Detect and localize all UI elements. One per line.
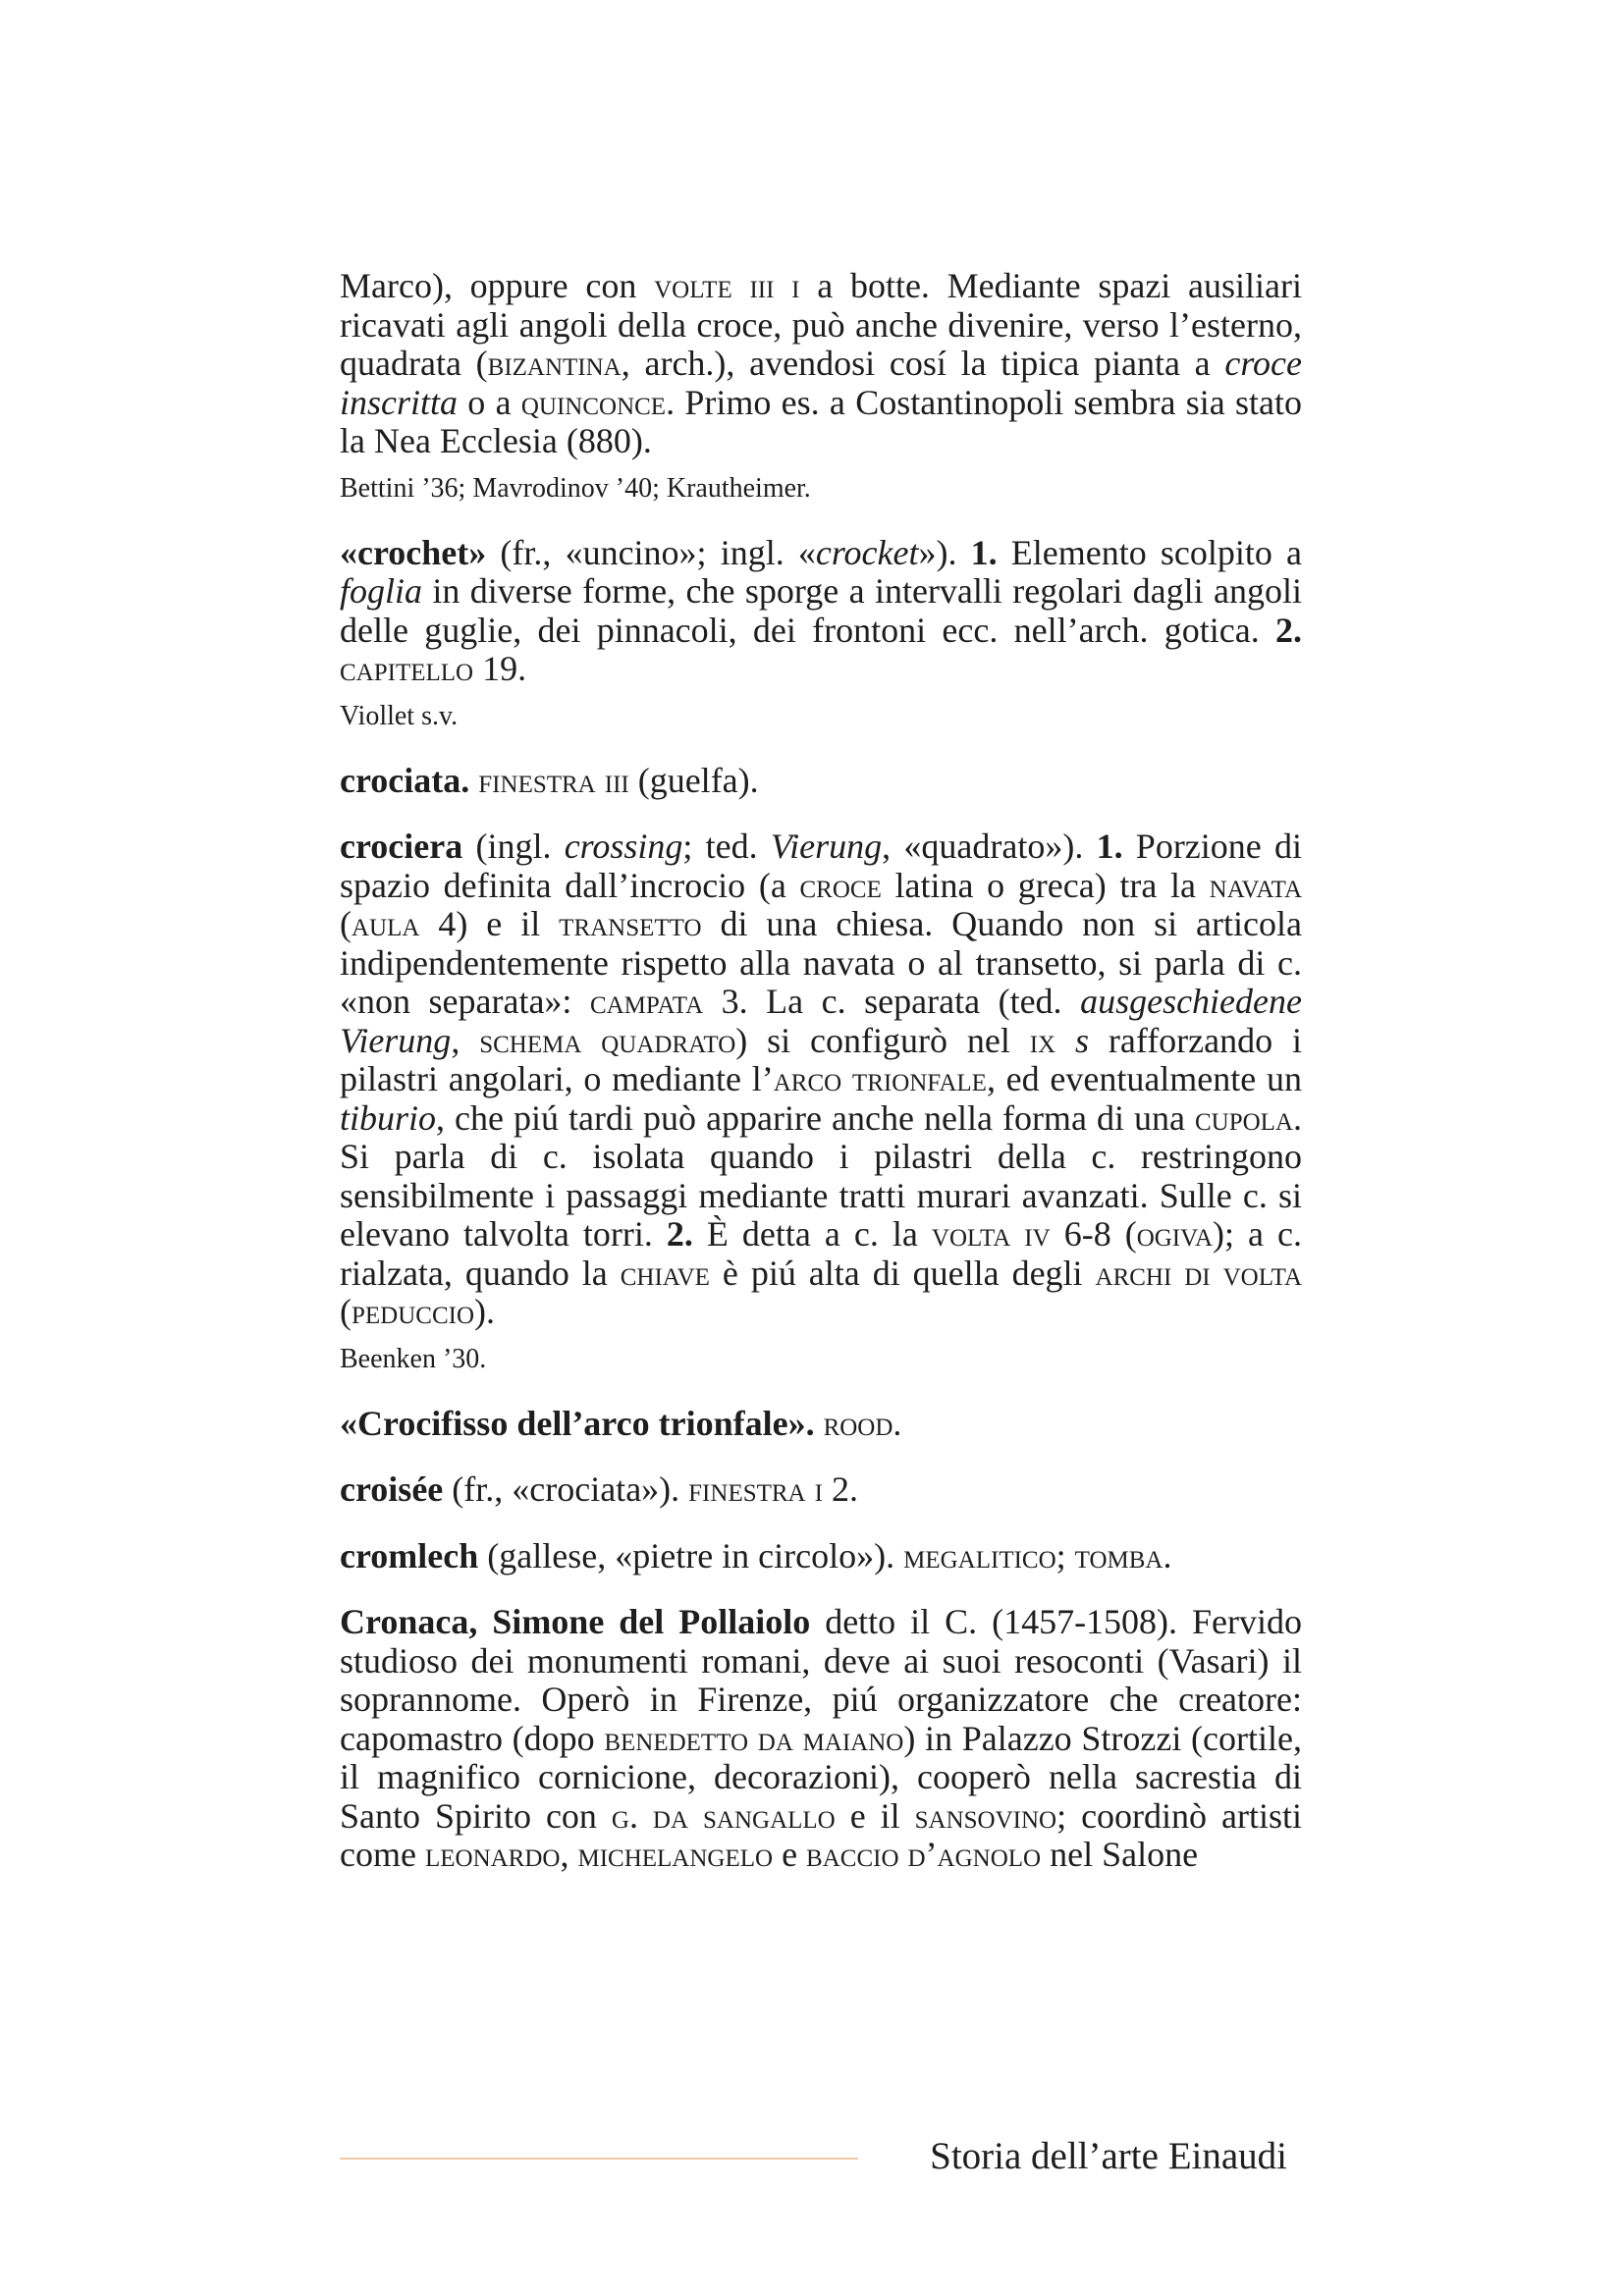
entry-cromlech: cromlech (gallese, «pietre in circolo»). megalitico; tomba. [340, 1535, 1172, 1575]
entry-croisee: croisée (fr., «crociata»). finestra i 2. [340, 1469, 858, 1509]
bibliography: Viollet s.v. [340, 700, 459, 731]
cross-reference: finestra i 2 [688, 1469, 849, 1509]
cross-reference: michelangelo [577, 1835, 774, 1874]
cross-reference: cupola [1194, 1097, 1293, 1138]
entry-crociata: crociata. finestra iii (guelfa). [340, 760, 759, 800]
cross-reference: transetto [559, 904, 702, 943]
headword: crociera [340, 827, 463, 866]
cross-reference: megalitico [903, 1535, 1056, 1575]
footer-divider [340, 2158, 858, 2160]
cross-reference: rood [823, 1403, 893, 1443]
entry-continuation: Marco), oppure con volte iii i a botte. Mediante spazi ausiliari ricavati agli angoli della croce, può anche divenire, verso l’esterno, quadrata (bizantina, arch.), avendosi cosí la tipica pianta a croce inscritta o a quinconce. Primo es. a Costantinopoli sembra sia stato la Nea Ecclesia (880). [340, 266, 1303, 460]
cross-reference: quinconce [520, 382, 667, 422]
entry-crociera: crociera (ingl. crossing; ted. Vierung, «quadrato»). 1. Porzione di spazio definita dall’incrocio (a croce latina o greca) tra la navata (aula 4) e il transetto di una chiesa. Quando non si articola indipendentemente rispetto alla navata o al transetto, si parla di c. «non separata»: campata 3. La c. separata (ted. ausgeschiedene Vierung, schema quadrato) si configurò nel ix s rafforzando i pilastri angolari, o mediante l’arco trionfale, ed eventualmente un tiburio, che piú tardi può apparire anche nella forma di una cupola. Si parla di c. isolata quando i pilastri della c. restringono sensibilmente i passaggi mediante tratti murari avanzati. Sulle c. si elevano talvolta torri. 2. È detta a c. la volta iv 6-8 (ogiva); a c. rialzata, quando la chiave è piú alta di quella degli archi di volta (peduccio). [340, 827, 1303, 1331]
cross-reference: chiave [620, 1253, 710, 1293]
cross-reference: leonardo [424, 1835, 561, 1874]
text-column [340, 267, 1302, 1875]
cross-reference: bizantina [487, 344, 622, 383]
headword: crociata. [340, 760, 470, 800]
entry-crocifisso: «Crocifisso dell’arco trionfale». rood. [340, 1403, 902, 1443]
cross-reference: baccio d’agnolo [806, 1835, 1042, 1874]
bibliography: Bettini ’36; Mavrodinov ’40; Krautheimer. [340, 472, 811, 504]
cross-reference: benedetto da maiano [604, 1718, 904, 1758]
headword: Cronaca, Simone del Pollaiolo [340, 1602, 811, 1641]
cross-reference: ogiva [1136, 1214, 1214, 1254]
entry-cronaca: Cronaca, Simone del Pollaiolo detto il C. (1457-1508). Fervido studioso dei monumenti romani, deve ai suoi resoconti (Vasari) il soprannome. Operò in Firenze, piú organizzatore che creatore: capomastro (dopo benedetto da maiano) in Palazzo Strozzi (cortile, il magnifico cornicione, decorazioni), cooperò nella sacrestia di Santo Spirito con g. da sangallo e il sansovino; coordinò artisti come leonardo, michelangelo e baccio d’agnolo nel Salone [340, 1602, 1303, 1874]
cross-reference: finestra iii [478, 760, 629, 800]
cross-reference: arco trionfale [773, 1059, 987, 1098]
bibliography: Beenken ’30. [340, 1343, 487, 1374]
headword: croisée [340, 1469, 444, 1509]
headword: cromlech [340, 1535, 479, 1575]
cross-reference: tomba [1074, 1535, 1163, 1575]
entry-crochet: «crochet» (fr., «uncino»; ingl. «crocket»). 1. Elemento scolpito a foglia in diverse forme, che sporge a intervalli regolari dagli angoli delle guglie, dei pinnacoli, dei frontoni ecc. nell’arch. gotica. 2. capitello 19. [340, 532, 1302, 688]
cross-reference: croce [799, 865, 882, 905]
cross-reference: peduccio [352, 1292, 475, 1331]
cross-reference: schema quadrato [479, 1020, 736, 1060]
footer-title: Storia dell’arte Einaudi [930, 2135, 1287, 2177]
cross-reference: g. da sangallo [611, 1795, 836, 1836]
cross-reference: volta iv 6-8 [931, 1214, 1111, 1254]
headword: «Crocifisso dell’arco trionfale». [340, 1403, 815, 1443]
cross-reference: archi di volta [1095, 1253, 1302, 1293]
cross-reference: sansovino [914, 1795, 1057, 1836]
cross-reference: aula 4 [352, 904, 457, 943]
cross-reference: capitello 19 [340, 649, 518, 688]
cross-reference: navata [1209, 865, 1302, 905]
cross-reference: campata 3 [589, 982, 739, 1021]
headword: «crochet» [340, 532, 487, 572]
cross-reference: volte iii i [654, 266, 800, 305]
